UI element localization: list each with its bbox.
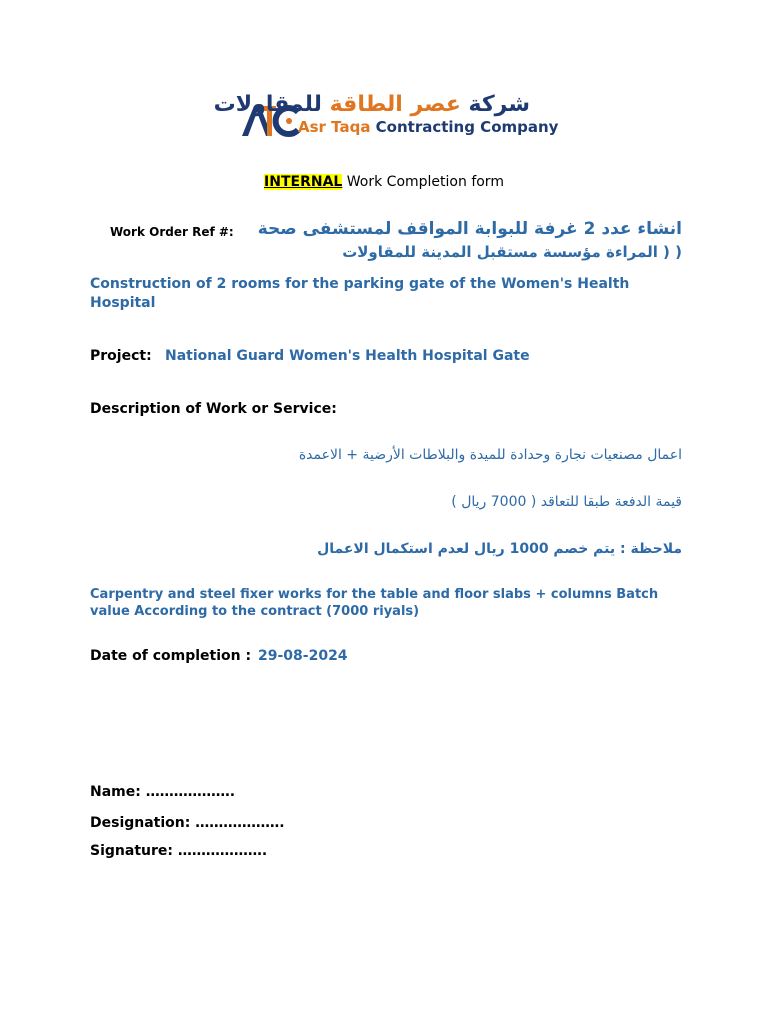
internal-tag: INTERNAL (264, 174, 343, 190)
arabic-note: ملاحظة : يتم خصم 1000 ريال لعدم استكمال الاعمال (317, 541, 682, 557)
arabic-title-line2: ( ( المراءة مؤسسة مستقبل المدينة للمقاولات (342, 243, 682, 261)
name-field: Name: ………………. (90, 784, 236, 800)
logo-arabic-text (214, 92, 530, 117)
logo-arabic-part1: شركة (460, 92, 530, 117)
arabic-description-2: قيمة الدفعة طبقا للتعاقد ( 7000 ريال ) (451, 494, 682, 510)
description-label: Description of Work or Service: (90, 401, 337, 417)
date-of-completion-value: 29-08-2024 (258, 648, 348, 664)
logo-english-text (298, 118, 558, 136)
form-title (0, 174, 768, 190)
date-of-completion-label: Date of completion : (90, 648, 252, 664)
logo-english-part1: Asr Taqa (298, 118, 371, 136)
work-order-ref-label: Work Order Ref #: (110, 225, 234, 239)
signature-field: Signature: ………………. (90, 843, 268, 859)
company-logo (213, 92, 559, 144)
arabic-description-1: اعمال مصنعيات نجارة وحدادة للميدة والبلاطات الأرضية + الاعمدة (298, 447, 682, 463)
english-title: Construction of 2 rooms for the parking gate of the Women's Health Hospital (90, 276, 630, 311)
logo-arabic-part3: للمقاولات (213, 92, 330, 117)
project-value: National Guard Women's Health Hospital Gate (165, 348, 530, 364)
logo-arabic-part2: عصر الطاقة (329, 92, 461, 117)
english-description: Carpentry and steel fixer works for the table and floor slabs + columns Batch value According to the contract (7000 riyals) (90, 587, 659, 619)
project-label: Project: (90, 348, 152, 364)
logo-english-part2: Contracting Company (370, 118, 559, 136)
designation-field: Designation: ………………. (90, 815, 285, 831)
form-title-rest: Work Completion form (342, 174, 504, 190)
arabic-title-line1: انشاء عدد 2 غرفة للبوابة المواقف لمستشفى صحة (257, 219, 682, 239)
